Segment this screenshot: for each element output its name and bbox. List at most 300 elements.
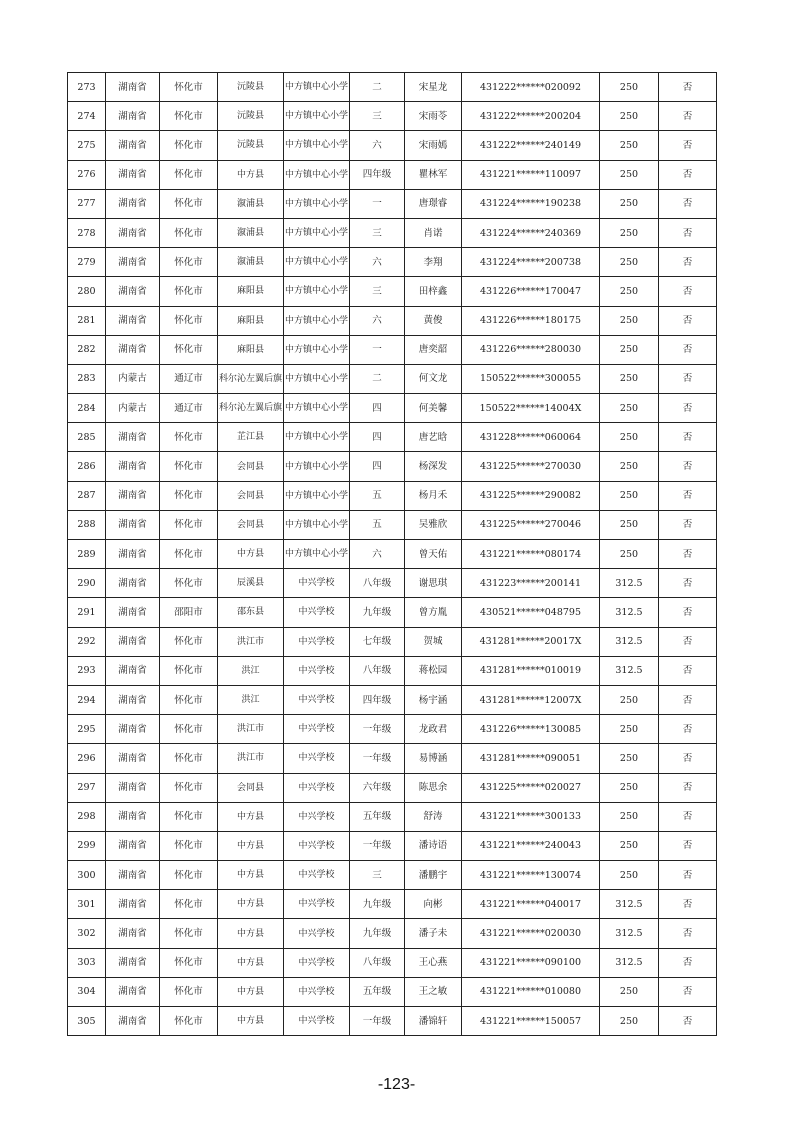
province-cell: 湖南省 <box>106 218 160 247</box>
table-row <box>68 277 717 306</box>
city-cell: 怀化市 <box>160 131 218 160</box>
province-cell: 内蒙古 <box>106 394 160 423</box>
city-cell: 怀化市 <box>160 627 218 656</box>
grade-cell: 二 <box>350 73 405 102</box>
amount-cell: 250 <box>600 160 659 189</box>
id-number-cell: 431224******240369 <box>462 218 600 247</box>
county-cell: 洪江 <box>218 656 284 685</box>
grade-cell: 九年级 <box>350 890 405 919</box>
student-name-cell: 蒋松园 <box>405 656 462 685</box>
city-cell: 怀化市 <box>160 218 218 247</box>
school-cell: 中兴学校 <box>284 890 350 919</box>
city-cell: 怀化市 <box>160 685 218 714</box>
row-index-cell: 279 <box>68 248 106 277</box>
grade-cell: 四 <box>350 394 405 423</box>
province-cell: 湖南省 <box>106 890 160 919</box>
id-number-cell: 431225******270030 <box>462 452 600 481</box>
city-cell: 怀化市 <box>160 306 218 335</box>
table-row <box>68 452 717 481</box>
grade-cell: 四 <box>350 423 405 452</box>
row-index-cell: 288 <box>68 510 106 539</box>
city-cell: 怀化市 <box>160 277 218 306</box>
flag-cell: 否 <box>659 831 717 860</box>
city-cell: 怀化市 <box>160 160 218 189</box>
city-cell: 怀化市 <box>160 802 218 831</box>
city-cell: 怀化市 <box>160 510 218 539</box>
city-cell: 邵阳市 <box>160 598 218 627</box>
province-cell: 湖南省 <box>106 131 160 160</box>
student-name-cell: 舒涛 <box>405 802 462 831</box>
table-row <box>68 715 717 744</box>
county-cell: 辰溪县 <box>218 569 284 598</box>
row-index-cell: 277 <box>68 189 106 218</box>
row-index-cell: 282 <box>68 335 106 364</box>
amount-cell: 312.5 <box>600 919 659 948</box>
flag-cell: 否 <box>659 744 717 773</box>
student-name-cell: 唐奕韶 <box>405 335 462 364</box>
flag-cell: 否 <box>659 598 717 627</box>
school-cell: 中兴学校 <box>284 627 350 656</box>
student-name-cell: 曾天佑 <box>405 540 462 569</box>
school-cell: 中兴学校 <box>284 977 350 1006</box>
table-row <box>68 218 717 247</box>
student-name-cell: 杨宇涵 <box>405 685 462 714</box>
city-cell: 怀化市 <box>160 744 218 773</box>
school-cell: 中方镇中心小学 <box>284 102 350 131</box>
school-cell: 中兴学校 <box>284 802 350 831</box>
city-cell: 通辽市 <box>160 394 218 423</box>
grade-cell: 九年级 <box>350 919 405 948</box>
table-row <box>68 919 717 948</box>
row-index-cell: 285 <box>68 423 106 452</box>
city-cell: 怀化市 <box>160 189 218 218</box>
table-row <box>68 627 717 656</box>
id-number-cell: 431228******060064 <box>462 423 600 452</box>
grade-cell: 一年级 <box>350 715 405 744</box>
student-name-cell: 李翔 <box>405 248 462 277</box>
grade-cell: 四年级 <box>350 685 405 714</box>
county-cell: 溆浦县 <box>218 248 284 277</box>
id-number-cell: 431226******170047 <box>462 277 600 306</box>
student-name-cell: 宋雨嫣 <box>405 131 462 160</box>
row-index-cell: 278 <box>68 218 106 247</box>
flag-cell: 否 <box>659 977 717 1006</box>
county-cell: 溆浦县 <box>218 218 284 247</box>
school-cell: 中兴学校 <box>284 569 350 598</box>
id-number-cell: 431221******240043 <box>462 831 600 860</box>
flag-cell: 否 <box>659 160 717 189</box>
amount-cell: 250 <box>600 335 659 364</box>
amount-cell: 250 <box>600 802 659 831</box>
province-cell: 湖南省 <box>106 73 160 102</box>
id-number-cell: 431222******200204 <box>462 102 600 131</box>
student-name-cell: 肖诺 <box>405 218 462 247</box>
amount-cell: 250 <box>600 977 659 1006</box>
school-cell: 中兴学校 <box>284 656 350 685</box>
id-number-cell: 431221******150057 <box>462 1007 600 1036</box>
county-cell: 邵东县 <box>218 598 284 627</box>
grade-cell: 五年级 <box>350 802 405 831</box>
county-cell: 会同县 <box>218 452 284 481</box>
flag-cell: 否 <box>659 248 717 277</box>
flag-cell: 否 <box>659 627 717 656</box>
amount-cell: 312.5 <box>600 569 659 598</box>
id-number-cell: 431226******280030 <box>462 335 600 364</box>
flag-cell: 否 <box>659 569 717 598</box>
id-number-cell: 431221******130074 <box>462 861 600 890</box>
flag-cell: 否 <box>659 540 717 569</box>
amount-cell: 250 <box>600 131 659 160</box>
amount-cell: 250 <box>600 394 659 423</box>
city-cell: 怀化市 <box>160 948 218 977</box>
county-cell: 科尔沁左翼后旗 <box>218 364 284 393</box>
student-name-cell: 贺城 <box>405 627 462 656</box>
province-cell: 湖南省 <box>106 102 160 131</box>
amount-cell: 250 <box>600 861 659 890</box>
school-cell: 中方镇中心小学 <box>284 394 350 423</box>
student-name-cell: 吴雅欣 <box>405 510 462 539</box>
row-index-cell: 297 <box>68 773 106 802</box>
province-cell: 湖南省 <box>106 510 160 539</box>
table-row <box>68 73 717 102</box>
student-name-cell: 杨深发 <box>405 452 462 481</box>
grade-cell: 一 <box>350 335 405 364</box>
amount-cell: 250 <box>600 744 659 773</box>
row-index-cell: 283 <box>68 364 106 393</box>
row-index-cell: 284 <box>68 394 106 423</box>
table-row <box>68 248 717 277</box>
school-cell: 中方镇中心小学 <box>284 73 350 102</box>
row-index-cell: 280 <box>68 277 106 306</box>
student-name-cell: 宋星龙 <box>405 73 462 102</box>
province-cell: 湖南省 <box>106 977 160 1006</box>
table-row <box>68 481 717 510</box>
county-cell: 麻阳县 <box>218 335 284 364</box>
flag-cell: 否 <box>659 73 717 102</box>
flag-cell: 否 <box>659 423 717 452</box>
row-index-cell: 287 <box>68 481 106 510</box>
city-cell: 怀化市 <box>160 248 218 277</box>
flag-cell: 否 <box>659 306 717 335</box>
student-name-cell: 王之敏 <box>405 977 462 1006</box>
id-number-cell: 431281******20017X <box>462 627 600 656</box>
table-row <box>68 569 717 598</box>
table-row <box>68 861 717 890</box>
flag-cell: 否 <box>659 277 717 306</box>
id-number-cell: 431281******090051 <box>462 744 600 773</box>
school-cell: 中方镇中心小学 <box>284 423 350 452</box>
province-cell: 湖南省 <box>106 248 160 277</box>
id-number-cell: 431226******180175 <box>462 306 600 335</box>
row-index-cell: 291 <box>68 598 106 627</box>
province-cell: 湖南省 <box>106 1007 160 1036</box>
school-cell: 中方镇中心小学 <box>284 277 350 306</box>
grade-cell: 八年级 <box>350 948 405 977</box>
flag-cell: 否 <box>659 1007 717 1036</box>
city-cell: 怀化市 <box>160 715 218 744</box>
row-index-cell: 305 <box>68 1007 106 1036</box>
county-cell: 中方县 <box>218 540 284 569</box>
city-cell: 通辽市 <box>160 364 218 393</box>
student-name-cell: 杨月禾 <box>405 481 462 510</box>
id-number-cell: 431223******200141 <box>462 569 600 598</box>
row-index-cell: 286 <box>68 452 106 481</box>
school-cell: 中方镇中心小学 <box>284 189 350 218</box>
city-cell: 怀化市 <box>160 481 218 510</box>
amount-cell: 250 <box>600 306 659 335</box>
flag-cell: 否 <box>659 481 717 510</box>
grade-cell: 四年级 <box>350 160 405 189</box>
table-row <box>68 977 717 1006</box>
county-cell: 麻阳县 <box>218 306 284 335</box>
table-row <box>68 948 717 977</box>
province-cell: 湖南省 <box>106 773 160 802</box>
id-number-cell: 431281******010019 <box>462 656 600 685</box>
amount-cell: 312.5 <box>600 656 659 685</box>
province-cell: 湖南省 <box>106 160 160 189</box>
province-cell: 湖南省 <box>106 627 160 656</box>
flag-cell: 否 <box>659 364 717 393</box>
amount-cell: 250 <box>600 277 659 306</box>
row-index-cell: 296 <box>68 744 106 773</box>
county-cell: 洪江市 <box>218 744 284 773</box>
grade-cell: 二 <box>350 364 405 393</box>
flag-cell: 否 <box>659 452 717 481</box>
county-cell: 中方县 <box>218 802 284 831</box>
county-cell: 中方县 <box>218 1007 284 1036</box>
flag-cell: 否 <box>659 685 717 714</box>
province-cell: 湖南省 <box>106 685 160 714</box>
flag-cell: 否 <box>659 802 717 831</box>
table-row <box>68 189 717 218</box>
grade-cell: 九年级 <box>350 598 405 627</box>
grade-cell: 六 <box>350 306 405 335</box>
grade-cell: 七年级 <box>350 627 405 656</box>
province-cell: 湖南省 <box>106 861 160 890</box>
flag-cell: 否 <box>659 948 717 977</box>
amount-cell: 250 <box>600 73 659 102</box>
page-number: -123- <box>377 1076 416 1093</box>
row-index-cell: 292 <box>68 627 106 656</box>
flag-cell: 否 <box>659 890 717 919</box>
student-name-cell: 潘子未 <box>405 919 462 948</box>
id-number-cell: 431222******020092 <box>462 73 600 102</box>
table-row <box>68 160 717 189</box>
amount-cell: 250 <box>600 773 659 802</box>
row-index-cell: 298 <box>68 802 106 831</box>
city-cell: 怀化市 <box>160 890 218 919</box>
student-name-cell: 瞿林军 <box>405 160 462 189</box>
county-cell: 科尔沁左翼后旗 <box>218 394 284 423</box>
table-row <box>68 744 717 773</box>
province-cell: 湖南省 <box>106 802 160 831</box>
county-cell: 洪江市 <box>218 627 284 656</box>
student-name-cell: 唐璟睿 <box>405 189 462 218</box>
flag-cell: 否 <box>659 861 717 890</box>
table-row <box>68 510 717 539</box>
city-cell: 怀化市 <box>160 540 218 569</box>
amount-cell: 250 <box>600 248 659 277</box>
province-cell: 湖南省 <box>106 189 160 218</box>
grade-cell: 四 <box>350 452 405 481</box>
amount-cell: 312.5 <box>600 890 659 919</box>
city-cell: 怀化市 <box>160 73 218 102</box>
school-cell: 中方镇中心小学 <box>284 335 350 364</box>
city-cell: 怀化市 <box>160 831 218 860</box>
table-row <box>68 335 717 364</box>
row-index-cell: 295 <box>68 715 106 744</box>
table-row <box>68 1007 717 1036</box>
table-row <box>68 656 717 685</box>
province-cell: 湖南省 <box>106 598 160 627</box>
row-index-cell: 304 <box>68 977 106 1006</box>
table-row <box>68 540 717 569</box>
city-cell: 怀化市 <box>160 861 218 890</box>
student-name-cell: 潘鹏宇 <box>405 861 462 890</box>
grade-cell: 三 <box>350 277 405 306</box>
student-name-cell: 潘锦轩 <box>405 1007 462 1036</box>
grade-cell: 八年级 <box>350 656 405 685</box>
student-name-cell: 何美馨 <box>405 394 462 423</box>
school-cell: 中兴学校 <box>284 773 350 802</box>
table-body <box>68 73 717 1036</box>
province-cell: 湖南省 <box>106 744 160 773</box>
school-cell: 中兴学校 <box>284 744 350 773</box>
grade-cell: 三 <box>350 861 405 890</box>
school-cell: 中兴学校 <box>284 948 350 977</box>
city-cell: 怀化市 <box>160 102 218 131</box>
table-row <box>68 394 717 423</box>
school-cell: 中兴学校 <box>284 715 350 744</box>
id-number-cell: 431222******240149 <box>462 131 600 160</box>
grade-cell: 三 <box>350 218 405 247</box>
amount-cell: 250 <box>600 481 659 510</box>
amount-cell: 250 <box>600 452 659 481</box>
county-cell: 中方县 <box>218 861 284 890</box>
row-index-cell: 275 <box>68 131 106 160</box>
school-cell: 中兴学校 <box>284 831 350 860</box>
amount-cell: 250 <box>600 540 659 569</box>
flag-cell: 否 <box>659 510 717 539</box>
table-row <box>68 685 717 714</box>
table-row <box>68 831 717 860</box>
student-name-cell: 曾方胤 <box>405 598 462 627</box>
id-number-cell: 431221******020030 <box>462 919 600 948</box>
county-cell: 中方县 <box>218 160 284 189</box>
row-index-cell: 299 <box>68 831 106 860</box>
school-cell: 中方镇中心小学 <box>284 452 350 481</box>
flag-cell: 否 <box>659 335 717 364</box>
id-number-cell: 431281******12007X <box>462 685 600 714</box>
county-cell: 芷江县 <box>218 423 284 452</box>
student-name-cell: 陈思余 <box>405 773 462 802</box>
student-table <box>67 72 717 1036</box>
grade-cell: 六 <box>350 540 405 569</box>
province-cell: 湖南省 <box>106 656 160 685</box>
province-cell: 湖南省 <box>106 948 160 977</box>
province-cell: 湖南省 <box>106 423 160 452</box>
amount-cell: 250 <box>600 510 659 539</box>
student-name-cell: 谢思琪 <box>405 569 462 598</box>
province-cell: 内蒙古 <box>106 364 160 393</box>
id-number-cell: 431221******090100 <box>462 948 600 977</box>
grade-cell: 一年级 <box>350 831 405 860</box>
flag-cell: 否 <box>659 773 717 802</box>
province-cell: 湖南省 <box>106 277 160 306</box>
city-cell: 怀化市 <box>160 656 218 685</box>
province-cell: 湖南省 <box>106 919 160 948</box>
amount-cell: 250 <box>600 102 659 131</box>
grade-cell: 五 <box>350 510 405 539</box>
row-index-cell: 302 <box>68 919 106 948</box>
school-cell: 中兴学校 <box>284 861 350 890</box>
row-index-cell: 290 <box>68 569 106 598</box>
flag-cell: 否 <box>659 218 717 247</box>
flag-cell: 否 <box>659 131 717 160</box>
row-index-cell: 293 <box>68 656 106 685</box>
county-cell: 中方县 <box>218 948 284 977</box>
student-name-cell: 黄俊 <box>405 306 462 335</box>
county-cell: 沅陵县 <box>218 73 284 102</box>
county-cell: 会同县 <box>218 481 284 510</box>
school-cell: 中方镇中心小学 <box>284 248 350 277</box>
row-index-cell: 300 <box>68 861 106 890</box>
row-index-cell: 274 <box>68 102 106 131</box>
grade-cell: 五年级 <box>350 977 405 1006</box>
county-cell: 中方县 <box>218 831 284 860</box>
student-name-cell: 龙政君 <box>405 715 462 744</box>
amount-cell: 250 <box>600 364 659 393</box>
province-cell: 湖南省 <box>106 540 160 569</box>
grade-cell: 一年级 <box>350 1007 405 1036</box>
id-number-cell: 431225******020027 <box>462 773 600 802</box>
row-index-cell: 289 <box>68 540 106 569</box>
school-cell: 中兴学校 <box>284 919 350 948</box>
student-name-cell: 田梓鑫 <box>405 277 462 306</box>
student-name-cell: 宋雨苓 <box>405 102 462 131</box>
city-cell: 怀化市 <box>160 977 218 1006</box>
province-cell: 湖南省 <box>106 481 160 510</box>
school-cell: 中方镇中心小学 <box>284 306 350 335</box>
id-number-cell: 431225******290082 <box>462 481 600 510</box>
province-cell: 湖南省 <box>106 452 160 481</box>
table-row <box>68 802 717 831</box>
id-number-cell: 431221******300133 <box>462 802 600 831</box>
school-cell: 中方镇中心小学 <box>284 364 350 393</box>
school-cell: 中方镇中心小学 <box>284 481 350 510</box>
table-row <box>68 306 717 335</box>
city-cell: 怀化市 <box>160 1007 218 1036</box>
grade-cell: 八年级 <box>350 569 405 598</box>
id-number-cell: 431225******270046 <box>462 510 600 539</box>
county-cell: 洪江市 <box>218 715 284 744</box>
amount-cell: 250 <box>600 831 659 860</box>
id-number-cell: 431221******110097 <box>462 160 600 189</box>
student-name-cell: 向彬 <box>405 890 462 919</box>
county-cell: 溆浦县 <box>218 189 284 218</box>
province-cell: 湖南省 <box>106 335 160 364</box>
grade-cell: 六 <box>350 248 405 277</box>
flag-cell: 否 <box>659 102 717 131</box>
row-index-cell: 281 <box>68 306 106 335</box>
school-cell: 中兴学校 <box>284 1007 350 1036</box>
row-index-cell: 303 <box>68 948 106 977</box>
school-cell: 中方镇中心小学 <box>284 218 350 247</box>
row-index-cell: 301 <box>68 890 106 919</box>
row-index-cell: 276 <box>68 160 106 189</box>
flag-cell: 否 <box>659 919 717 948</box>
school-cell: 中方镇中心小学 <box>284 131 350 160</box>
